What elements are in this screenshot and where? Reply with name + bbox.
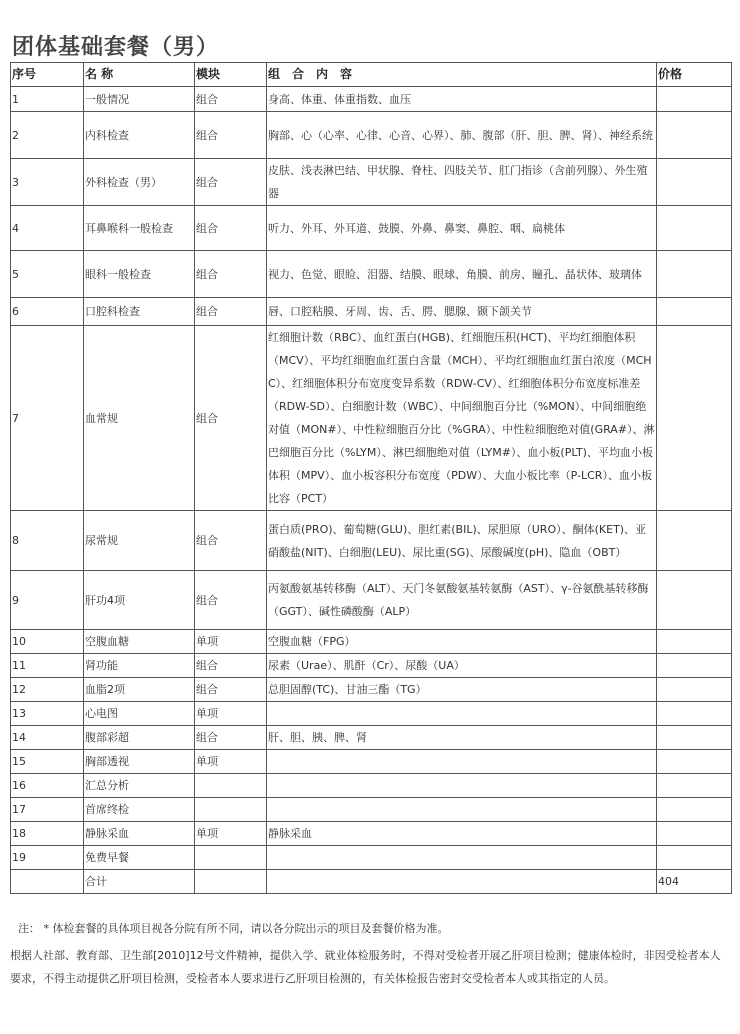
cell-no: 10	[11, 630, 84, 654]
cell-name: 口腔科检查	[84, 298, 195, 326]
cell-module: 组合	[195, 654, 267, 678]
cell-content	[267, 774, 657, 798]
page-title: 团体基础套餐（男）	[12, 34, 220, 60]
cell-content: 视力、色觉、眼睑、泪器、结膜、眼球、角膜、前房、瞳孔、晶状体、玻璃体	[267, 251, 657, 298]
header-price: 价格	[657, 63, 732, 87]
cell-name: 一般情况	[84, 87, 195, 112]
cell-module: 单项	[195, 750, 267, 774]
cell-name: 耳鼻喉科一般检查	[84, 206, 195, 251]
cell-name: 外科检查（男）	[84, 159, 195, 206]
cell-no: 8	[11, 511, 84, 571]
cell-price	[657, 326, 732, 511]
table-row	[11, 726, 732, 750]
cell-price	[657, 774, 732, 798]
cell-no: 17	[11, 798, 84, 822]
table-row	[11, 846, 732, 870]
cell-name: 心电图	[84, 702, 195, 726]
table-row	[11, 87, 732, 112]
cell-name: 空腹血糖	[84, 630, 195, 654]
cell-content	[267, 750, 657, 774]
table-header-row	[11, 63, 732, 87]
cell-no: 15	[11, 750, 84, 774]
table-row	[11, 159, 732, 206]
table-row	[11, 630, 732, 654]
cell-content: 身高、体重、体重指数、血压	[267, 87, 657, 112]
cell-no: 1	[11, 87, 84, 112]
table-row	[11, 511, 732, 571]
cell-module: 组合	[195, 678, 267, 702]
cell-price	[657, 822, 732, 846]
table-row	[11, 774, 732, 798]
cell-name: 肝功4项	[84, 571, 195, 630]
cell-module: 单项	[195, 702, 267, 726]
cell-name: 胸部透视	[84, 750, 195, 774]
header-module: 模块	[195, 63, 267, 87]
table-row	[11, 326, 732, 511]
cell-module: 单项	[195, 630, 267, 654]
cell-content: 肝、胆、胰、脾、肾	[267, 726, 657, 750]
cell-content: 总胆固醇(TC)、甘油三酯（TG）	[267, 678, 657, 702]
cell-content: 蛋白质(PRO)、葡萄糖(GLU)、胆红素(BIL)、尿胆原（URO）、酮体(KET)、亚硝酸盐(NIT)、白细胞(LEU)、尿比重(SG)、尿酸碱度(pH)、隐血（OBT）	[267, 511, 657, 571]
cell-name: 尿常规	[84, 511, 195, 571]
cell-module	[195, 870, 267, 894]
cell-name: 汇总分析	[84, 774, 195, 798]
cell-price	[657, 298, 732, 326]
cell-module: 组合	[195, 298, 267, 326]
cell-name: 肾功能	[84, 654, 195, 678]
footer-text: 根据人社部、教育部、卫生部[2010]12号文件精神，提供入学、就业体检服务时，不得对受检者开展乙肝项目检测；健康体检时，非因受检者本人要求，不得主动提供乙肝项目检测，受检者本人要求进行乙肝项目检测的，有关体检报告密封交受检者本人或其指定的人员。	[10, 949, 721, 985]
table-row	[11, 702, 732, 726]
cell-no: 12	[11, 678, 84, 702]
table-row	[11, 750, 732, 774]
cell-content: 尿素（Urae）、肌酐（Cr）、尿酸（UA）	[267, 654, 657, 678]
cell-module	[195, 846, 267, 870]
cell-no: 9	[11, 571, 84, 630]
cell-name: 内科检查	[84, 112, 195, 159]
table-row	[11, 678, 732, 702]
cell-price	[657, 251, 732, 298]
cell-module: 组合	[195, 206, 267, 251]
cell-no: 3	[11, 159, 84, 206]
cell-content: 唇、口腔粘膜、牙周、齿、舌、腭、腮腺、颞下颌关节	[267, 298, 657, 326]
cell-no: 18	[11, 822, 84, 846]
cell-content: 丙氨酸氨基转移酶（ALT）、天门冬氨酸氨基转氨酶（AST）、γ-谷氨酰基转移酶（GGT）、碱性磷酸酶（ALP）	[267, 571, 657, 630]
cell-name: 血脂2项	[84, 678, 195, 702]
cell-module	[195, 798, 267, 822]
cell-name: 眼科一般检查	[84, 251, 195, 298]
cell-no: 13	[11, 702, 84, 726]
cell-price	[657, 654, 732, 678]
cell-price	[657, 678, 732, 702]
cell-name: 静脉采血	[84, 822, 195, 846]
cell-no: 19	[11, 846, 84, 870]
cell-content: 听力、外耳、外耳道、鼓膜、外鼻、鼻窦、鼻腔、咽、扁桃体	[267, 206, 657, 251]
cell-module	[195, 774, 267, 798]
table-row	[11, 206, 732, 251]
cell-module: 单项	[195, 822, 267, 846]
cell-module: 组合	[195, 87, 267, 112]
cell-name: 免费早餐	[84, 846, 195, 870]
cell-price	[657, 571, 732, 630]
table-row	[11, 112, 732, 159]
cell-name: 血常规	[84, 326, 195, 511]
total-label: 合计	[84, 870, 195, 894]
cell-module: 组合	[195, 251, 267, 298]
cell-content: 空腹血糖（FPG）	[267, 630, 657, 654]
cell-content: 胸部、心（心率、心律、心音、心界）、肺、腹部（肝、胆、脾、肾）、神经系统	[267, 112, 657, 159]
table-row	[11, 798, 732, 822]
cell-no: 2	[11, 112, 84, 159]
cell-content	[267, 846, 657, 870]
cell-module: 组合	[195, 326, 267, 511]
cell-price	[657, 726, 732, 750]
cell-module: 组合	[195, 159, 267, 206]
package-table	[10, 62, 732, 894]
cell-module: 组合	[195, 726, 267, 750]
cell-no: 11	[11, 654, 84, 678]
table-row	[11, 654, 732, 678]
cell-module: 组合	[195, 571, 267, 630]
cell-content	[267, 870, 657, 894]
cell-price	[657, 702, 732, 726]
cell-price	[657, 846, 732, 870]
cell-name: 首席终检	[84, 798, 195, 822]
header-no: 序号	[11, 63, 84, 87]
cell-content	[267, 702, 657, 726]
cell-price	[657, 87, 732, 112]
cell-no	[11, 870, 84, 894]
table-row	[11, 571, 732, 630]
cell-no: 7	[11, 326, 84, 511]
cell-price	[657, 630, 732, 654]
note-text: 注： * 体检套餐的具体项目视各分院有所不同，请以各分院出示的项目及套餐价格为准。	[18, 922, 449, 935]
table-row	[11, 822, 732, 846]
cell-module: 组合	[195, 112, 267, 159]
cell-no: 5	[11, 251, 84, 298]
header-content: 组 合 内 容	[267, 63, 657, 87]
cell-price	[657, 159, 732, 206]
cell-content: 静脉采血	[267, 822, 657, 846]
cell-content: 皮肤、浅表淋巴结、甲状腺、脊柱、四肢关节、肛门指诊（含前列腺）、外生殖器	[267, 159, 657, 206]
cell-price	[657, 511, 732, 571]
cell-price	[657, 750, 732, 774]
table-total-row	[11, 870, 732, 894]
cell-name: 腹部彩超	[84, 726, 195, 750]
total-price: 404	[657, 870, 732, 894]
cell-no: 6	[11, 298, 84, 326]
cell-content	[267, 798, 657, 822]
cell-price	[657, 798, 732, 822]
cell-no: 16	[11, 774, 84, 798]
cell-module: 组合	[195, 511, 267, 571]
cell-no: 14	[11, 726, 84, 750]
cell-price	[657, 112, 732, 159]
header-name: 名 称	[84, 63, 195, 87]
cell-price	[657, 206, 732, 251]
cell-content: 红细胞计数（RBC）、血红蛋白(HGB)、红细胞压积(HCT)、平均红细胞体积（MCV）、平均红细胞血红蛋白含量（MCH）、平均红细胞血红蛋白浓度（MCHC）、红细胞体积分布宽度变异系数（RDW-CV）、红细胞体积分布宽度标准差（RDW-SD）、白细胞计数（WBC）、中间细胞百分比（%MON）、中间细胞绝对值（MON#）、中性粒细胞百分比（%GRA）、中性粒细胞绝对值(GRA#）、淋巴细胞百分比（%LYM）、淋巴细胞绝对值（LYM#）、血小板(PLT)、平均血小板体积（MPV）、血小板容积分布宽度（PDW）、大血小板比率（P-LCR）、血小板比容（PCT）	[267, 326, 657, 511]
table-row	[11, 251, 732, 298]
cell-no: 4	[11, 206, 84, 251]
table-row	[11, 298, 732, 326]
